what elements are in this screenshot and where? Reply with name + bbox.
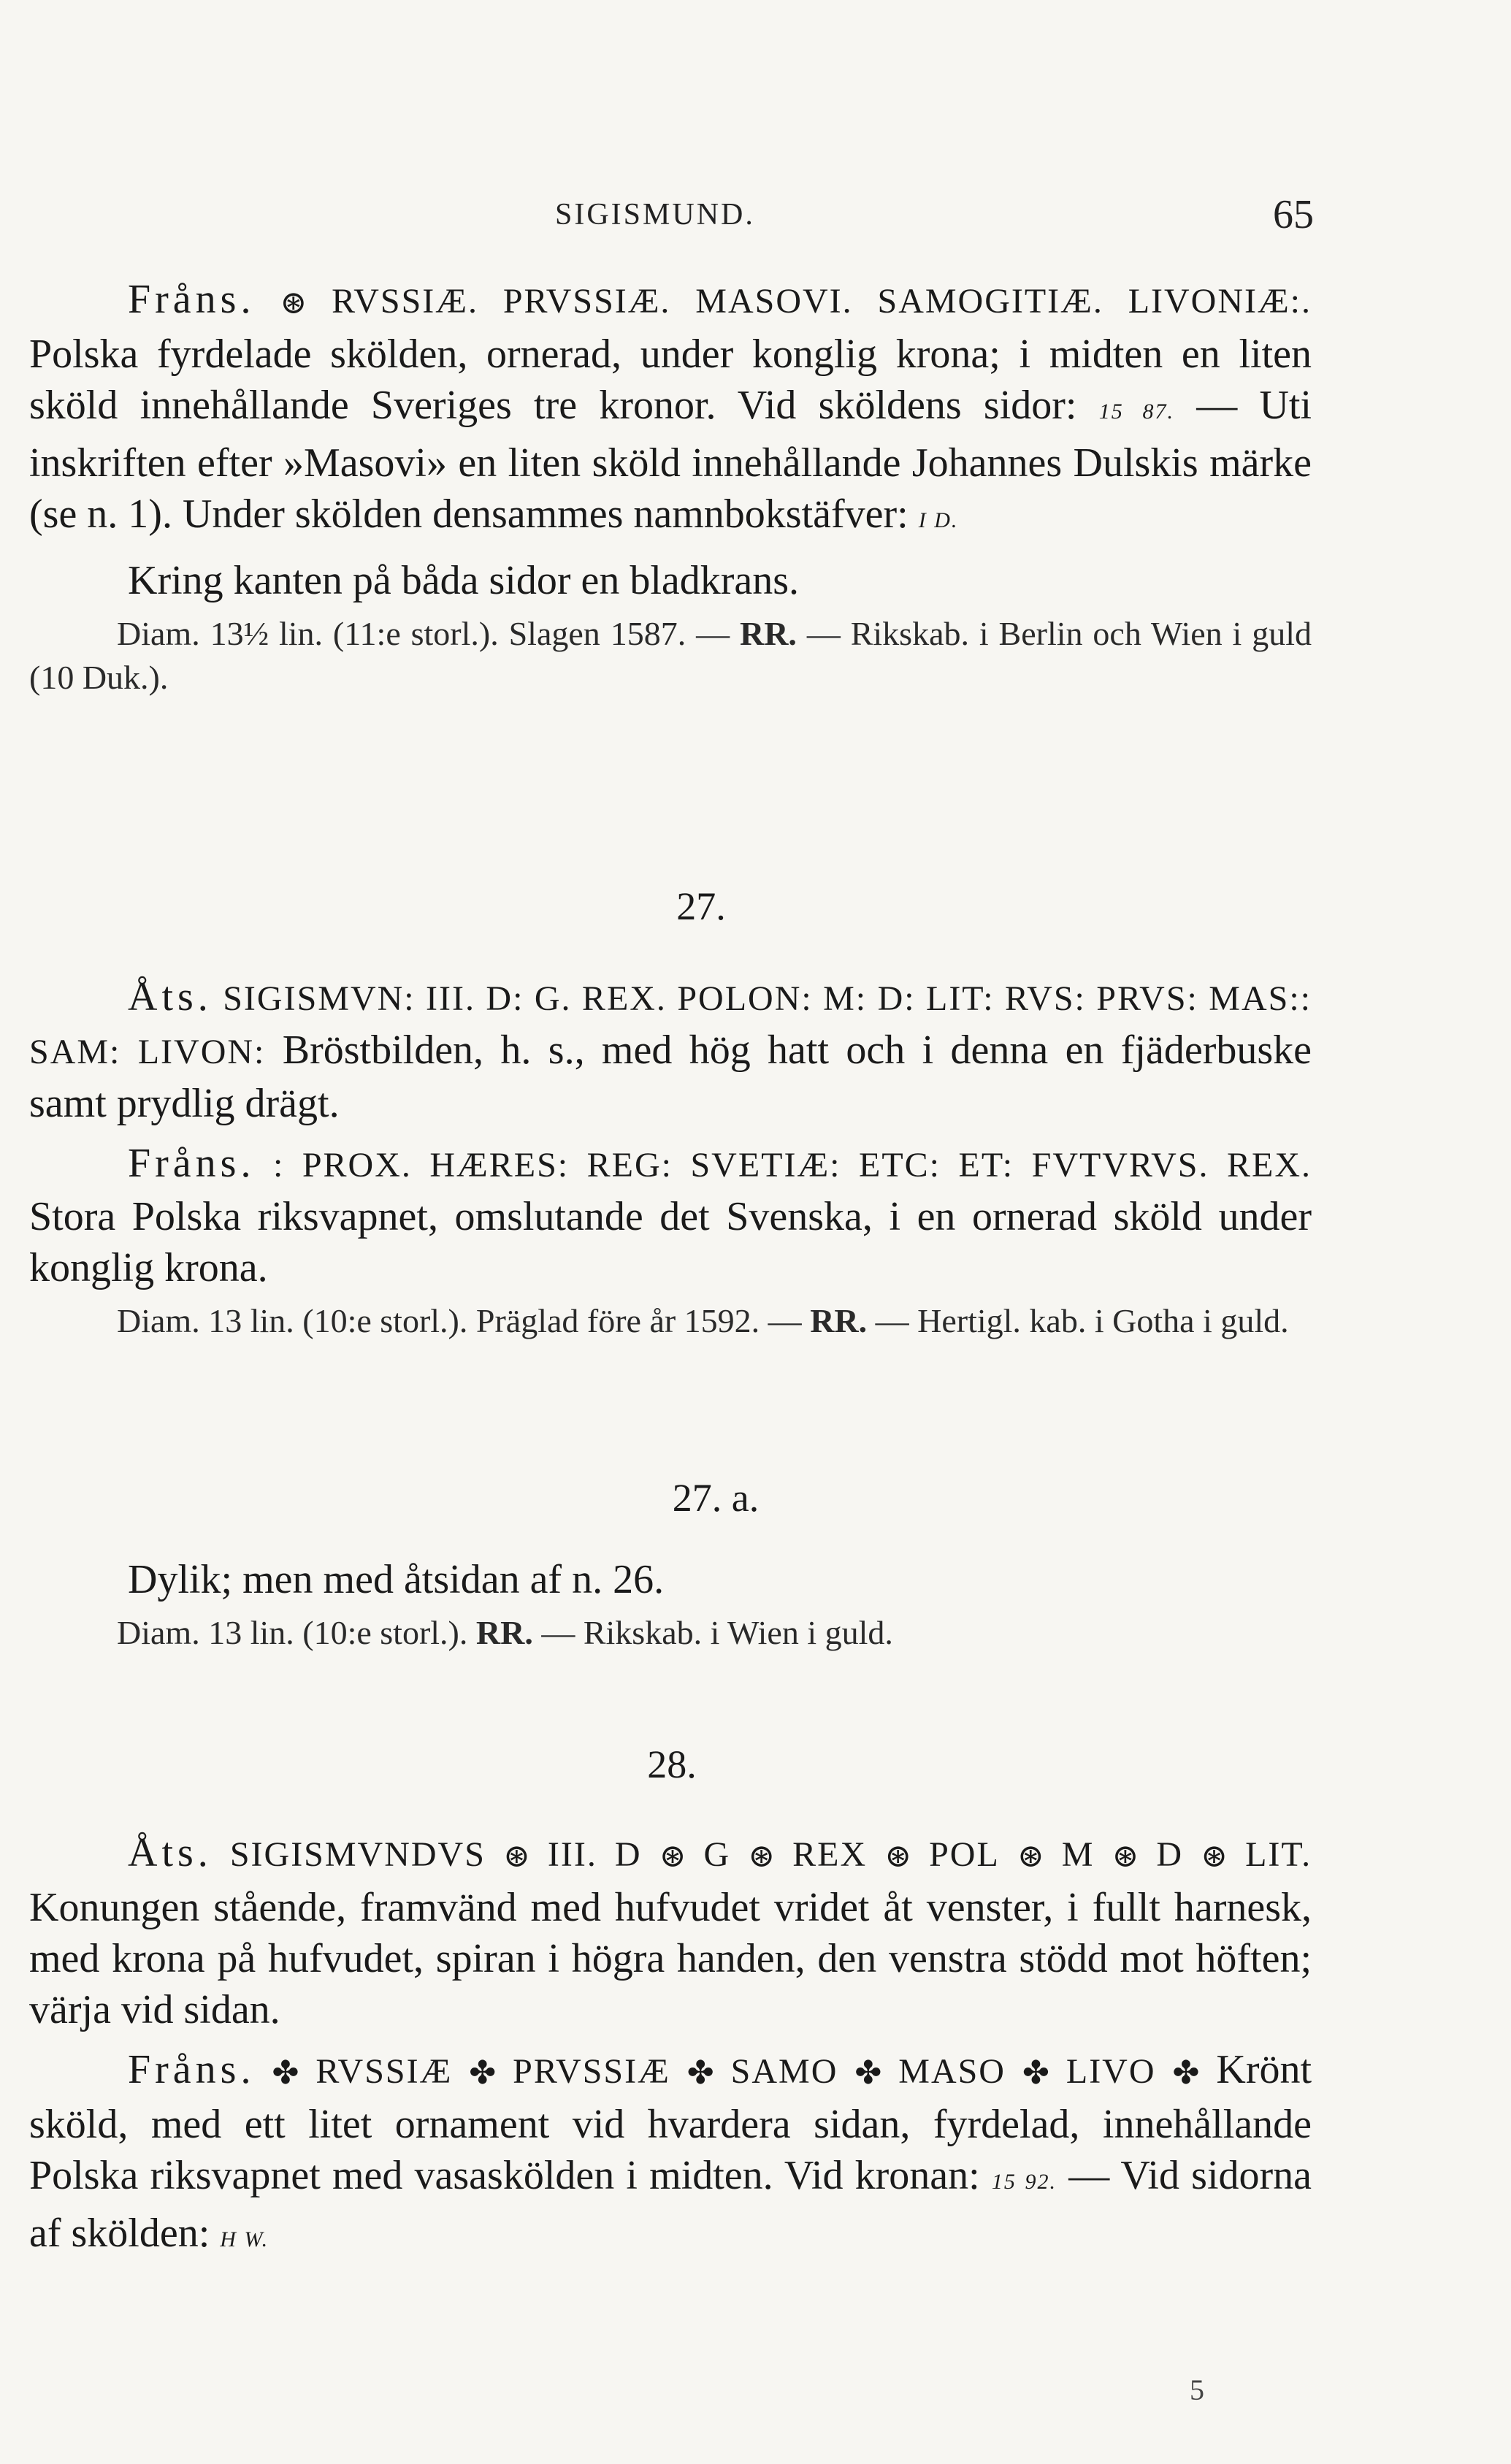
details-text-b: — Rikskab. i Wien i guld. (541, 1614, 893, 1651)
rosette-ornament-icon: ⊛ (884, 1838, 912, 1875)
rosette-ornament-icon: ⊛ (502, 1838, 530, 1875)
entry-28-reverse (29, 2044, 1312, 2265)
page-number: 65 (1273, 192, 1314, 237)
reverse-description: Stora Polska riksvapnet, omslutande det Svenska, i en ornerad sköld under konglig krona. (29, 1194, 1312, 1290)
flower-ornament-icon: ✤ (854, 2055, 882, 2092)
obverse-description: Bröstbilden, h. s., med hög hatt och i denna en fjäderbuske samt prydlig drägt. (29, 1028, 1312, 1126)
printer-signature: 5 (1190, 2373, 1204, 2406)
flower-ornament-icon: ✤ (272, 2055, 299, 2092)
reverse-legend-2: PRVSSIÆ (513, 2052, 670, 2092)
reverse-year: 15 92. (991, 2170, 1057, 2195)
obverse-description: Konungen stående, framvänd med hufvudet vridet åt venster, i fullt harnesk, med krona på hufvudet, spiran i högra handen, den venstra stödd mot höften; värja vid sidan. (29, 1885, 1312, 2033)
details-text-a: Diam. 13 lin. (10:e storl.). (117, 1614, 468, 1651)
rosette-ornament-icon: ⊛ (1017, 1838, 1044, 1875)
reverse-label: Fråns. (128, 277, 256, 322)
entry-27a-number: 27. a. (672, 1476, 760, 1520)
details-text-b: — Hertigl. kab. i Gotha i guld. (875, 1302, 1289, 1339)
entry-28 (29, 1827, 1312, 2265)
rosette-ornament-icon: ⊛ (659, 1838, 686, 1875)
reverse-legend: : PROX. HÆRES: REG: SVETIÆ: ETC: ET: FVTVRVS. REX. (272, 1146, 1312, 1185)
reverse-legend-5: LIVO (1066, 2052, 1156, 2092)
obverse-legend-2: III. D (547, 1835, 642, 1874)
rarity-mark: RR. (475, 1614, 533, 1651)
rosette-ornament-icon: ⊛ (1201, 1838, 1228, 1875)
entry-28-obverse (29, 1827, 1312, 2035)
flower-ornament-icon: ✤ (469, 2055, 497, 2092)
obverse-legend-1: SIGISMVNDVS (229, 1835, 486, 1874)
reverse-legend: RVSSIÆ. PRVSSIÆ. MASOVI. SAMOGITIÆ. LIVONIÆ:. (332, 282, 1312, 321)
entry-27-details (29, 1299, 1312, 1343)
entry-27a-text: Dylik; men med åtsidan af n. 26. (128, 1557, 665, 1602)
rosette-ornament-icon: ⊛ (1112, 1838, 1139, 1875)
reverse-label: Fråns. (128, 1141, 256, 1186)
obverse-label: Åts. (128, 1830, 213, 1875)
reverse-border-note: Kring kanten på båda sidor en bladkrans. (128, 558, 800, 604)
obverse-legend-8: LIT. (1245, 1835, 1312, 1874)
entry-27-obverse (29, 971, 1312, 1129)
reverse-legend-4: MASO (898, 2052, 1006, 2092)
obverse-label: Åts. (128, 974, 213, 1019)
rosette-ornament-icon: ⊛ (748, 1838, 776, 1875)
entry-27-reverse (29, 1138, 1312, 1293)
details-text-a: Diam. 13 lin. (10:e storl.). Präglad före år 1592. — (117, 1302, 802, 1339)
reverse-description-2: — Vid sidorna af skölden: (29, 2153, 1312, 2257)
rarity-mark: RR. (739, 615, 797, 653)
entry-28-number: 28. (647, 1742, 697, 1786)
running-title: SIGISMUND. (555, 198, 755, 232)
entry-27-number: 27. (676, 884, 726, 928)
flower-ornament-icon: ✤ (1172, 2055, 1200, 2092)
reverse-initials: H W. (220, 2227, 269, 2252)
flower-ornament-icon: ✤ (686, 2055, 714, 2092)
reverse-legend-1: RVSSIÆ (315, 2052, 453, 2092)
obverse-legend-4: REX (792, 1835, 868, 1874)
reverse-legend-3: SAMO (730, 2052, 838, 2092)
rosette-ornament-icon: ⊛ (280, 285, 307, 321)
reverse-year: 15 87. (1098, 399, 1174, 424)
details-text-b: — Rikskab. i Berlin och Wien i guld (10 Duk.). (29, 615, 1312, 697)
details-text-a: Diam. 13½ lin. (11:e storl.). Slagen 1587. — (117, 615, 730, 653)
obverse-legend-7: D (1156, 1835, 1184, 1874)
reverse-label: Fråns. (128, 2047, 256, 2093)
entry-26-reverse-text (29, 274, 1312, 546)
obverse-legend: SIGISMVN: III. D: G. REX. POLON: M: D: LIT: RVS: PRVS: MAS:: SAM: LIVON: (29, 979, 1312, 1071)
entry-27a-details (29, 1611, 1312, 1655)
reverse-description: Polska fyrdelade skölden, ornerad, under konglig krona; i midten en liten sköld innehållande Sveriges tre kronor. Vid sköldens sidor: (29, 332, 1312, 429)
entry-26-details (29, 612, 1312, 700)
rarity-mark: RR. (810, 1302, 868, 1339)
reverse-description-2: — Uti inskriften efter »Masovi» en liten sköld innehållande Johannes Dulskis märke (se n. 1). Under skölden densammes namnbokstäfver: (29, 383, 1312, 537)
obverse-legend-5: POL (929, 1835, 1000, 1874)
flower-ornament-icon: ✤ (1022, 2055, 1049, 2092)
entry-27 (29, 971, 1312, 1343)
obverse-legend-6: M (1061, 1835, 1095, 1874)
reverse-description: Krönt sköld, med ett litet ornament vid hvardera sidan, fyrdelad, innehållande Polska riksvapnet med vasaskölden i midten. Vid kronan: (29, 2047, 1312, 2199)
obverse-legend-3: G (703, 1835, 731, 1874)
reverse-initials: I D. (918, 508, 959, 533)
entry-26-reverse (29, 274, 1312, 700)
entry-27a (29, 1554, 1312, 1655)
